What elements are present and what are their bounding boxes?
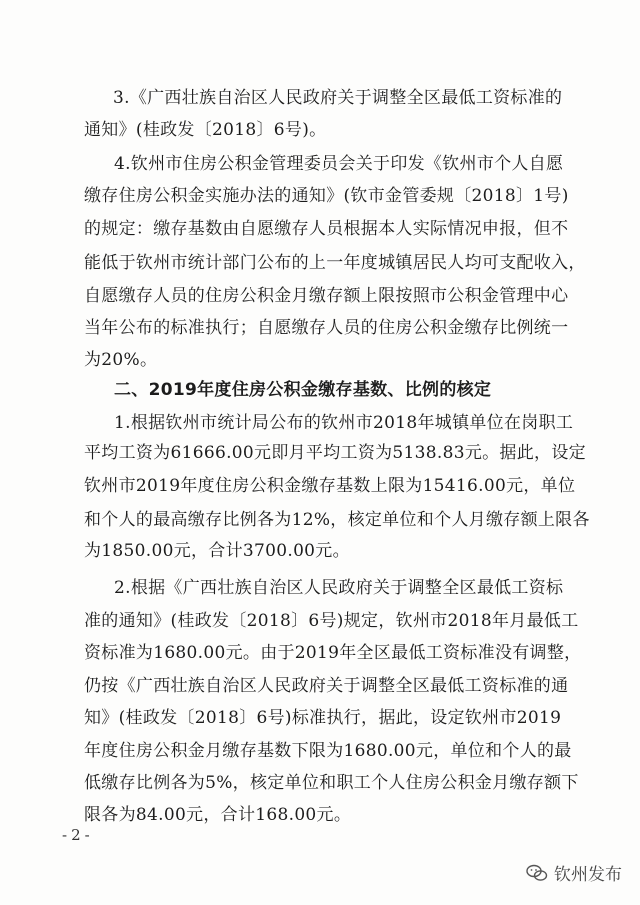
- text-line: 为20%。: [84, 350, 158, 370]
- text-line: 年度住房公积金月缴存基数下限为1680.00元，单位和个人的最: [84, 741, 572, 761]
- page-number: -2-: [62, 826, 94, 844]
- text-line: 知》(桂政发〔2018〕6号)标准执行，据此，设定钦州市2019: [84, 708, 562, 728]
- text-line: 和个人的最高缴存比例各为12%，核定单位和个人月缴存额上限各: [84, 510, 590, 530]
- text-line: 准的通知》(桂政发〔2018〕6号)规定，钦州市2018年月最低工: [84, 611, 579, 631]
- text-line: 通知》(桂政发〔2018〕6号)。: [84, 120, 327, 140]
- watermark: [526, 860, 622, 885]
- wechat-icon: [526, 864, 548, 882]
- text-line: 限各为84.00元，合计168.00元。: [84, 805, 352, 825]
- text-line: 3.《广西壮族自治区人民政府关于调整全区最低工资标准的: [113, 88, 563, 108]
- text-line: 的规定：缴存基数由自愿缴存人员根据本人实际情况申报，但不: [84, 219, 569, 239]
- text-line: 4.钦州市住房公积金管理委员会关于印发《钦州市个人自愿: [114, 154, 564, 174]
- text-line: 2.根据《广西壮族自治区人民政府关于调整全区最低工资标: [114, 578, 564, 598]
- text-line: 缴存住房公积金实施办法的通知》(钦市金管委规〔2018〕1号): [84, 186, 569, 206]
- text-line: 1.根据钦州市统计局公布的钦州市2018年城镇单位在岗职工: [114, 413, 574, 433]
- text-line: 仍按《广西壮族自治区人民政府关于调整全区最低工资标准的通: [84, 676, 569, 696]
- watermark-text: 钦州发布: [554, 865, 622, 885]
- section-heading: 二、2019年度住房公积金缴存基数、比例的核定: [114, 380, 492, 400]
- text-line: 低缴存比例各为5%，核定单位和职工个人住房公积金月缴存额下: [84, 773, 579, 793]
- text-line: 为1850.00元，合计3700.00元。: [84, 541, 350, 561]
- text-line: 平均工资为61666.00元即月平均工资为5138.83元。据此，设定: [84, 443, 586, 463]
- text-line: 资标准为1680.00元。由于2019年全区最低工资标准没有调整，: [84, 643, 582, 663]
- text-line: 能低于钦州市统计部门公布的上一年度城镇居民人均可支配收入，: [84, 253, 586, 273]
- text-line: 当年公布的标准执行；自愿缴存人员的住房公积金缴存比例统一: [84, 318, 569, 338]
- text-line: 自愿缴存人员的住房公积金月缴存额上限按照市公积金管理中心: [84, 286, 569, 306]
- text-line: 钦州市2019年度住房公积金缴存基数上限为15416.00元，单位: [84, 476, 576, 496]
